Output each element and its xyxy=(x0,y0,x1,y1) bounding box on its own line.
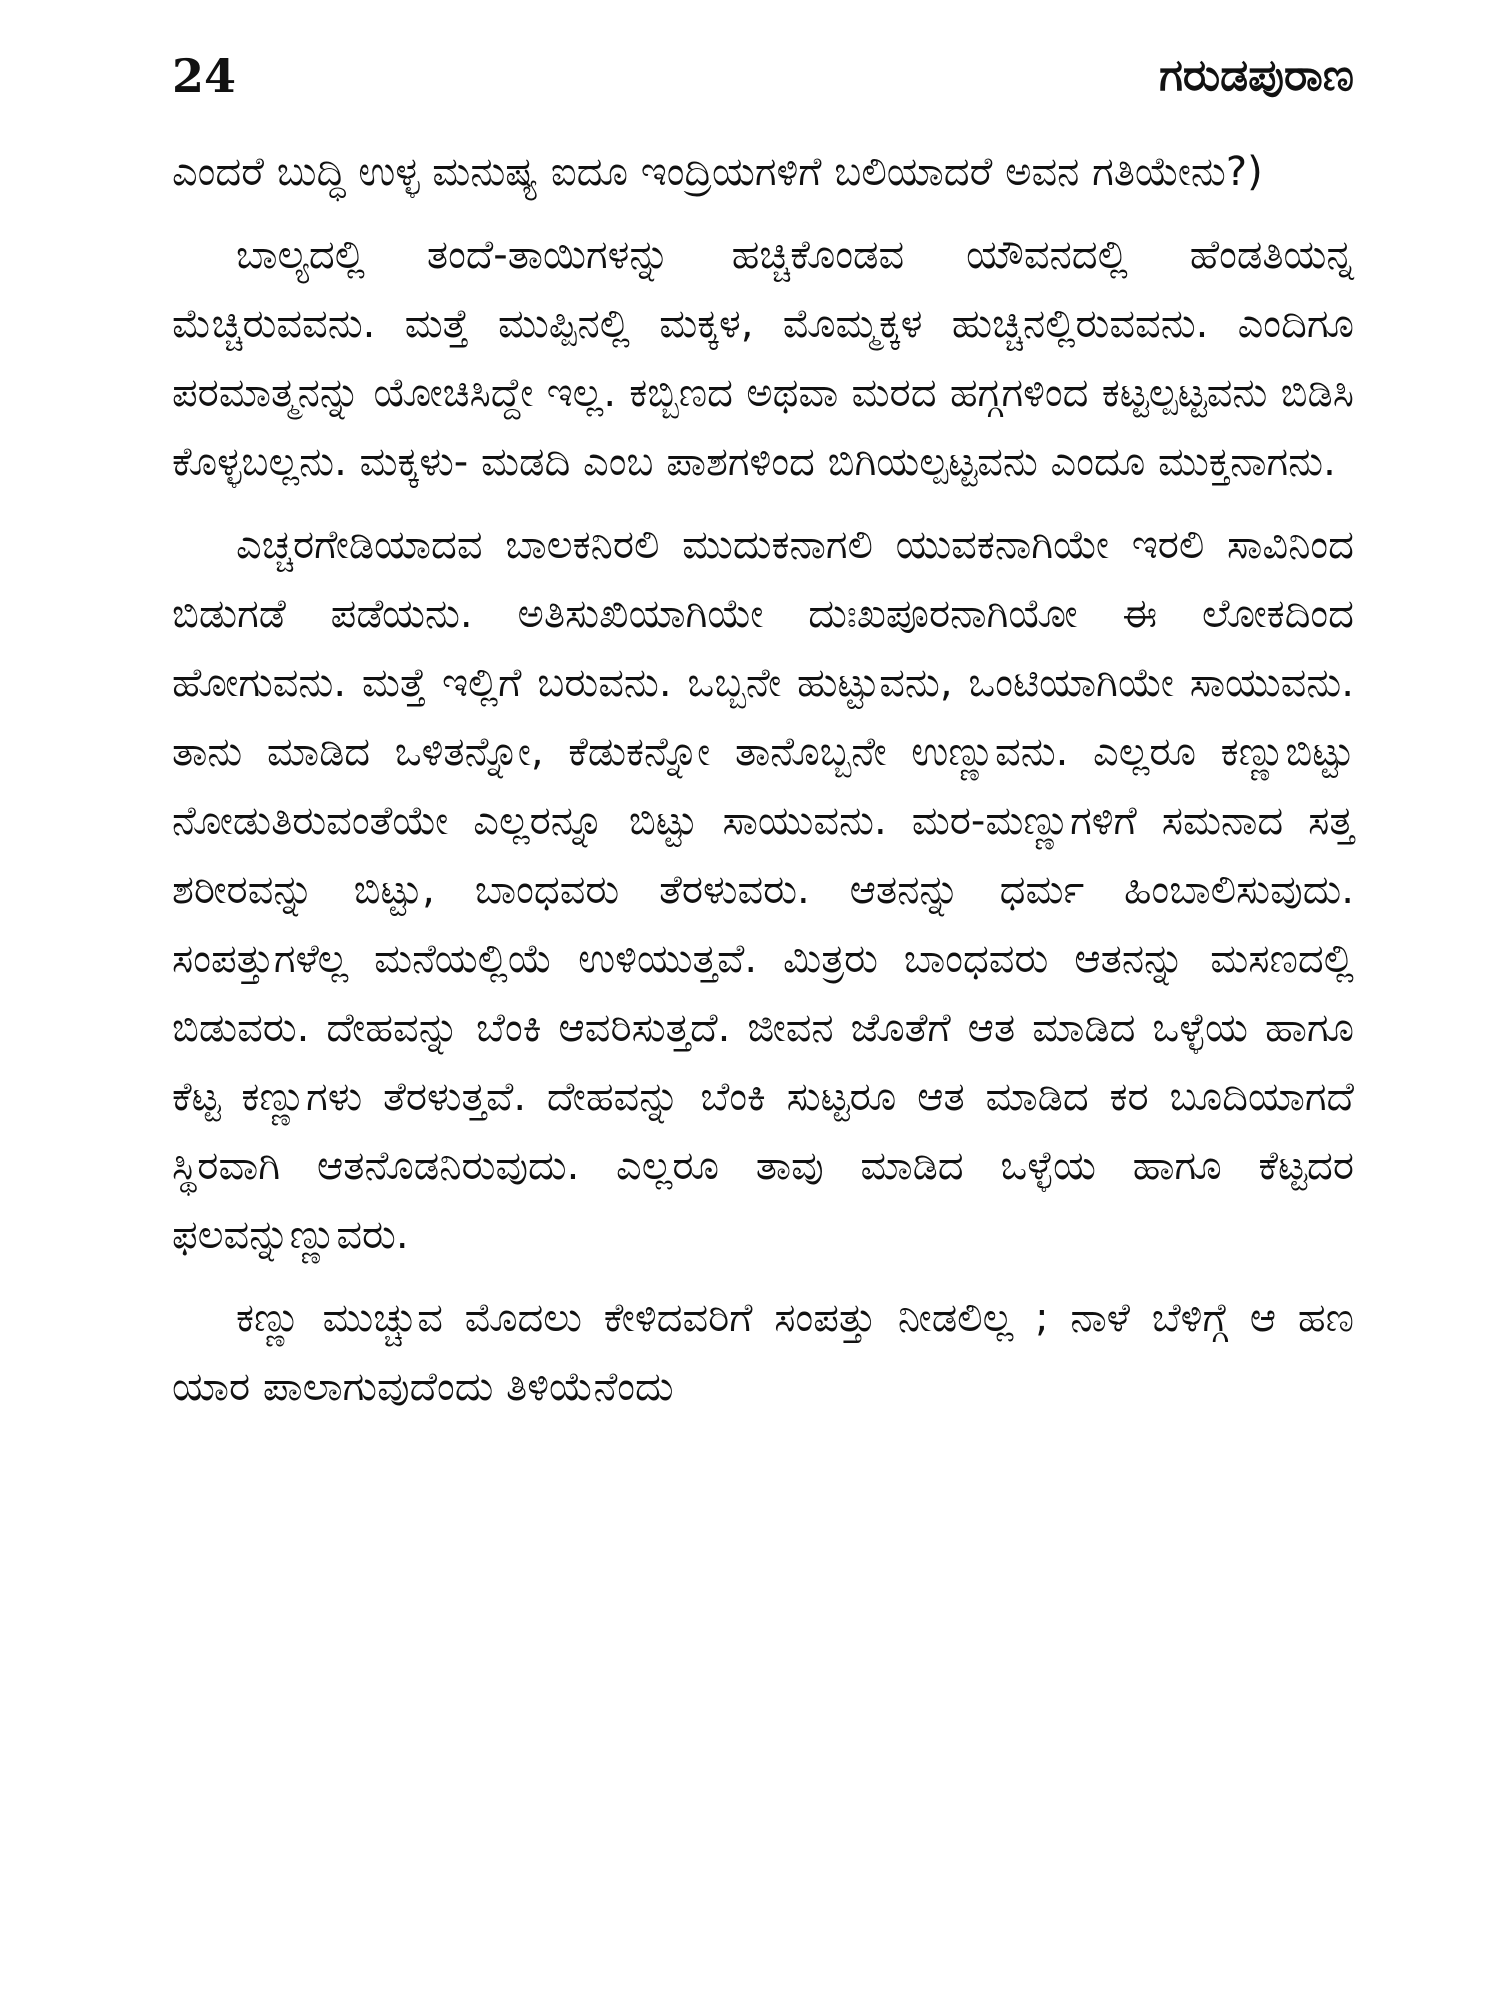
paragraph: ಬಾಲ್ಯದಲ್ಲಿ ತಂದೆ-ತಾಯಿಗಳನ್ನು ಹಚ್ಚಿಕೊಂಡವ ಯೌವನದಲ್ಲಿ ಹೆಂಡತಿಯನ್ನ ಮೆಚ್ಚಿರುವವನು. ಮತ್ತೆ ಮುಪ್ಪಿನಲ್ಲಿ ಮಕ್ಕಳ, ಮೊಮ್ಮಕ್ಕಳ ಹುಚ್ಚಿನಲ್ಲಿರುವವನು. ಎಂದಿಗೂ ಪರಮಾತ್ಮನನ್ನು ಯೋಚಿಸಿದ್ದೇ ಇಲ್ಲ. ಕಬ್ಬಿಣದ ಅಥವಾ ಮರದ ಹಗ್ಗಗಳಿಂದ ಕಟ್ಟಲ್ಪಟ್ಟವನು ಬಿಡಿಸಿ ಕೊಳ್ಳಬಲ್ಲನು. ಮಕ್ಕಳು- ಮಡದಿ ಎಂಬ ಪಾಶಗಳಿಂದ ಬಿಗಿಯಲ್ಪಟ್ಟವನು ಎಂದೂ ಮುಕ್ತನಾಗನು. xyxy=(172,232,1354,485)
body-text xyxy=(172,138,1354,1422)
page-number: 24 xyxy=(172,49,237,103)
book-page xyxy=(172,40,1354,1970)
paragraph: ಎಚ್ಚರಗೇಡಿಯಾದವ ಬಾಲಕನಿರಲಿ ಮುದುಕನಾಗಲಿ ಯುವಕನಾಗಿಯೇ ಇರಲಿ ಸಾವಿನಿಂದ ಬಿಡುಗಡೆ ಪಡೆಯನು. ಅತಿಸುಖಿಯಾಗಿಯೇ ದುಃಖಪೂರನಾಗಿಯೋ ಈ ಲೋಕದಿಂದ ಹೋಗುವನು. ಮತ್ತೆ ಇಲ್ಲಿಗೆ ಬರುವನು. ಒಬ್ಬನೇ ಹುಟ್ಟುವನು, ಒಂಟಿಯಾಗಿಯೇ ಸಾಯುವನು. ತಾನು ಮಾಡಿದ ಒಳಿತನ್ನೋ, ಕೆಡುಕನ್ನೋ ತಾನೊಬ್ಬನೇ ಉಣ್ಣುವನು. ಎಲ್ಲರೂ ಕಣ್ಣುಬಿಟ್ಟು ನೋಡುತಿರುವಂತೆಯೇ ಎಲ್ಲರನ್ನೂ ಬಿಟ್ಟು ಸಾಯುವನು. ಮರ-ಮಣ್ಣುಗಳಿಗೆ ಸಮನಾದ ಸತ್ತ ಶರೀರವನ್ನು ಬಿಟ್ಟು, ಬಾಂಧವರು ತೆರಳುವರು. ಆತನನ್ನು ಧರ್ಮ ಹಿಂಬಾಲಿಸುವುದು. ಸಂಪತ್ತುಗಳೆಲ್ಲ ಮನೆಯಲ್ಲಿಯೆ ಉಳಿಯುತ್ತವೆ. ಮಿತ್ರರು ಬಾಂಧವರು ಆತನನ್ನು ಮಸಣದಲ್ಲಿ ಬಿಡುವರು. ದೇಹವನ್ನು ಬೆಂಕಿ ಆವರಿಸುತ್ತದೆ. ಜೀವನ ಜೊತೆಗೆ ಆತ ಮಾಡಿದ ಒಳ್ಳೆಯ ಹಾಗೂ ಕೆಟ್ಟ ಕಣ್ಣುಗಳು ತೆರಳುತ್ತವೆ. ದೇಹವನ್ನು ಬೆಂಕಿ ಸುಟ್ಟರೂ ಆತ ಮಾಡಿದ ಕರ ಬೂದಿಯಾಗದೆ ಸ್ಥಿರವಾಗಿ ಆತನೊಡನಿರುವುದು. ಎಲ್ಲರೂ ತಾವು ಮಾಡಿದ ಒಳ್ಳೆಯ ಹಾಗೂ ಕೆಟ್ಟದರ ಫಲವನ್ನುಣ್ಣುವರು. xyxy=(172,522,1354,1258)
paragraph-continuation: ಎಂದರೆ ಬುದ್ಧಿ ಉಳ್ಳ ಮನುಷ್ಯ ಐದೂ ಇಂದ್ರಿಯಗಳಿಗೆ ಬಲಿಯಾದರೆ ಅವನ ಗತಿಯೇನು?) xyxy=(172,149,1263,195)
page-header xyxy=(172,40,1354,112)
paragraph: ಕಣ್ಣು ಮುಚ್ಚುವ ಮೊದಲು ಕೇಳಿದವರಿಗೆ ಸಂಪತ್ತು ನೀಡಲಿಲ್ಲ ; ನಾಳೆ ಬೆಳಿಗ್ಗೆ ಆ ಹಣ ಯಾರ ಪಾಲಾಗುವುದೆಂದು ತಿಳಿಯೆನೆಂದು xyxy=(172,1295,1354,1410)
running-title: ಗರುಡಪುರಾಣ xyxy=(1159,50,1354,101)
